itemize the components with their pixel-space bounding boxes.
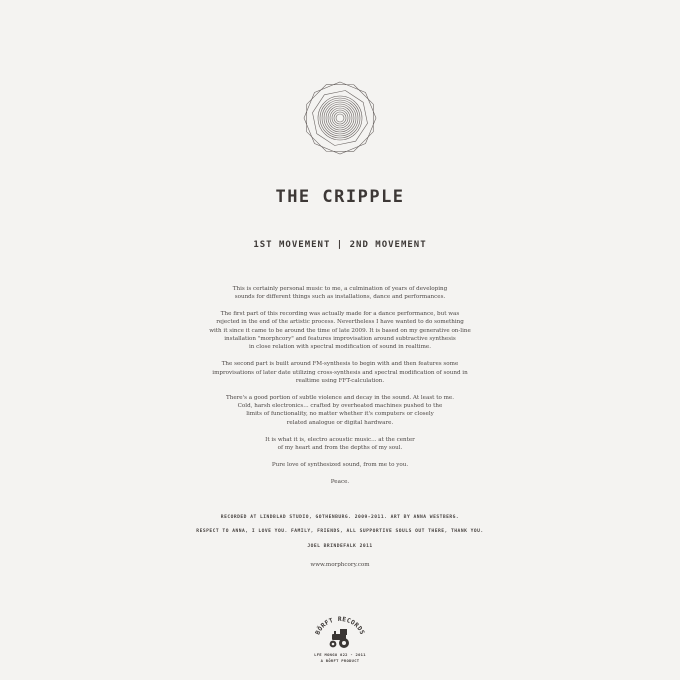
- paragraph: [170, 478, 510, 486]
- paragraph: [170, 394, 510, 427]
- paragraph: [170, 436, 510, 453]
- text-line: This is certainly personal music to me, a culmination of years of developing: [232, 286, 448, 292]
- text-line: It is what it is, electro acoustic music... at the center: [265, 436, 415, 443]
- liner-notes-body: [170, 285, 510, 495]
- geometric-octagon-logo-icon: [302, 80, 378, 156]
- text-line: Cold, harsh electronics... crafted by overheated machines pushed to the: [237, 403, 443, 410]
- text-line: of my heart and from the depths of my soul.: [277, 444, 403, 451]
- product-credit: A BÖRFT PRODUCT: [320, 658, 360, 663]
- paragraph: [170, 360, 510, 385]
- paragraph: [170, 461, 510, 469]
- movements-subtitle: 1ST MOVEMENT | 2ND MOVEMENT: [253, 240, 427, 250]
- text-line: with it since it came to be around the time of late 2009. It is based on my generative on-line: [209, 327, 471, 334]
- text-line: related analogue or digital hardware.: [286, 419, 394, 426]
- credit-line: RESPECT TO ANNA, I LOVE YOU. FAMILY, FRIENDS, ALL SUPPORTIVE SOULS OUT THERE, THANK YOU.: [196, 529, 484, 535]
- text-line: realtime using FFT-calculation.: [295, 377, 385, 384]
- text-line: rejected in the end of the artistic process. Nevertheless I have wanted to do something: [216, 319, 464, 326]
- label-name: BÖRFT RECORDS: [314, 616, 366, 636]
- catalog-info: [0, 652, 680, 664]
- text-line: installation "morphcory" and features improvisation around subtractive synthesis: [224, 336, 456, 343]
- text-line: Peace.: [330, 478, 350, 485]
- text-line: sounds for different things such as installations, dance and performances.: [234, 294, 446, 301]
- text-line: There's a good portion of subtle violence and decay in the sound. At least to me.: [225, 394, 454, 401]
- credit-line: JOEL BRINDEFALK 2011: [307, 543, 373, 549]
- album-title: THE CRIPPLE: [275, 187, 405, 207]
- text-line: Pure love of synthesized sound, from me to you.: [271, 461, 409, 468]
- borft-records-logo-icon: [312, 615, 368, 651]
- text-line: The first part of this recording was actually made for a dance performance, but was: [220, 311, 460, 318]
- text-line: improvisations of later date utilizing cross-synthesis and spectral modification of sound in: [212, 369, 468, 376]
- credits: [0, 515, 680, 549]
- text-line: in close relation with spectral modification of sound in realtime.: [249, 344, 431, 351]
- text-line: The second part is built around FM-synthesis to begin with and then features some: [221, 361, 459, 368]
- text-line: limits of functionality, no matter whether it's computers or closely: [246, 411, 434, 418]
- website-link[interactable]: www.morphcory.com: [310, 562, 370, 568]
- credit-line: RECORDED AT LINDBLAD STUDIO, GOTHENBURG. 2009-2011. ART BY ANNA WESTBERG.: [220, 515, 460, 520]
- paragraph: [170, 285, 510, 302]
- paragraph: [170, 310, 510, 351]
- catalog-number: LFE MONGO 022 - 2011: [314, 652, 366, 657]
